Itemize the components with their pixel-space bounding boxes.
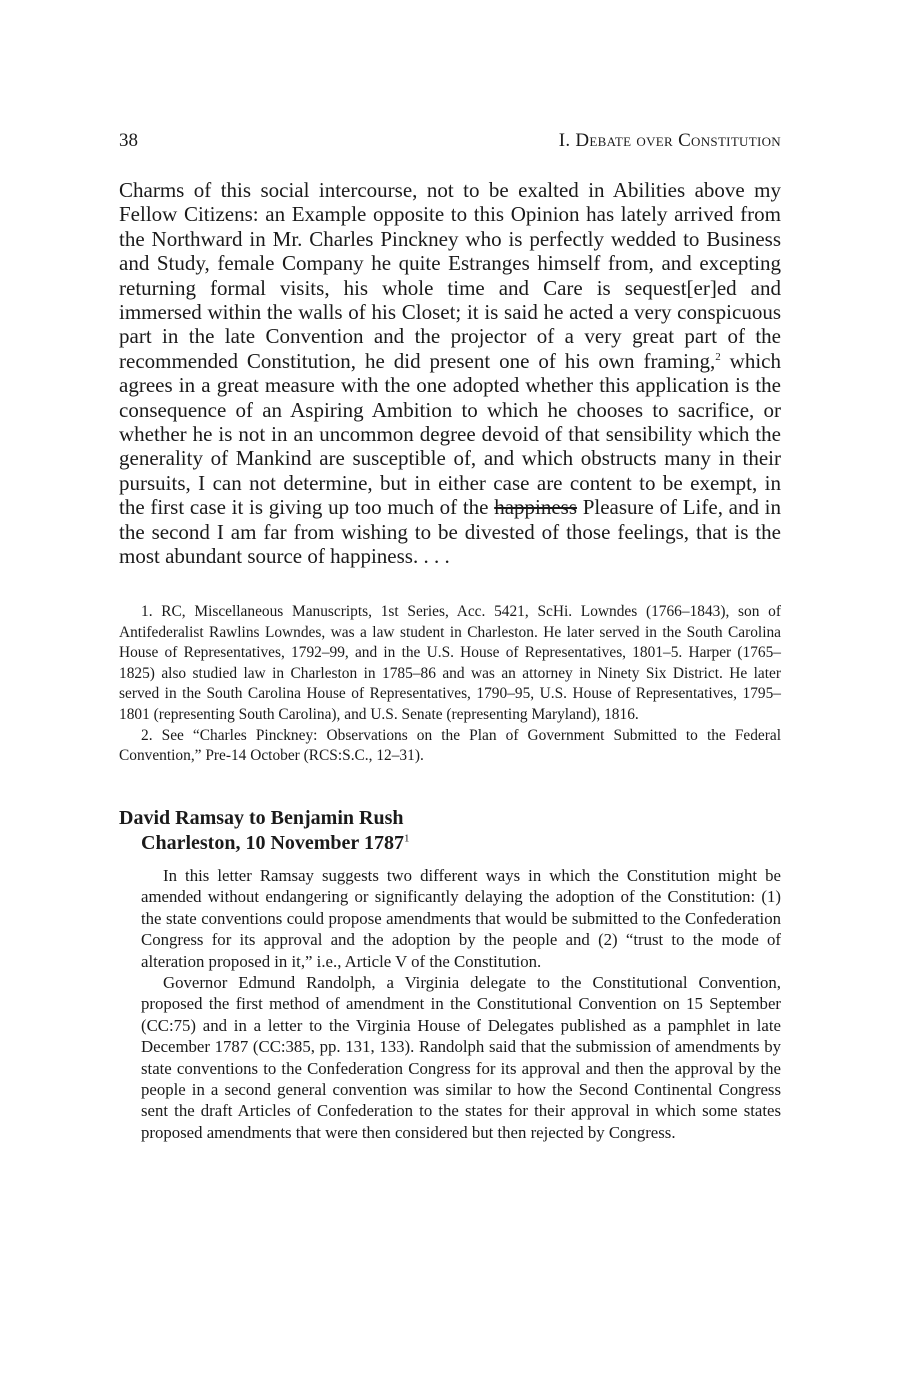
main-text (119, 178, 781, 569)
footnotes (119, 602, 781, 767)
heading-date-text: Charleston, 10 November 1787 (141, 832, 404, 854)
main-text-part-3: Pleasure of Life, and in the second I am far from wishing to be divested of those feelings, that is the most abundant source of happiness. . . . (119, 495, 781, 569)
running-title: I. Debate over Constitution (558, 130, 781, 151)
main-text-part-2: which agrees in a great measure with the one adopted whether this application is the consequence of an Aspiring Ambition to which he chooses to sacrifice, or whether he is not in an uncommon degree devoid of that sensibility which the generality of Mankind are susceptible of, and which obstructs many in their pursuits, I can not determine, but in either case are content to be exempt, in the first case it is giving up too much of the (119, 348, 782, 520)
running-head (119, 130, 781, 154)
document-heading (119, 806, 781, 856)
footnote-reference-2: 2 (715, 350, 721, 363)
headnote-paragraph: Governor Edmund Randolph, a Virginia delegate to the Constitutional Convention, proposed the first method of amendment in the Constitutional Convention on 15 September (CC:75) and in a letter to the Virginia House of Delegates published as a pamphlet in late December 1787 (CC:385, pp. 131, 133). Randolph said that the submission of amendments by state conventions to the Confederation Congress for its approval and then the approval by the people in a second general convention was similar to how the Second Continental Congress sent the draft Articles of Confederation to the states for their approval in which some states proposed amendments that were then considered but then rejected by Congress. (141, 973, 781, 1142)
main-text-part-1: Charms of this social intercourse, not to be exalted in Abilities above my Fellow Citizens: an Example opposite to this Opinion has lately arrived from the Northward in Mr. Charles Pinckney who is perfectly wedded to Business and Study, female Company he quite Estranges himself from, and excepting returning formal visits, his whole time and Care is sequest[er]ed and immersed within the walls of his Closet; it is said he acted a very conspicuous part in the late Convention and the projector of a very great part of the recommended Constitution, he did present one of his own framing, (119, 178, 781, 373)
footnote-2: 2. See “Charles Pinckney: Observations on the Plan of Government Submitted to the Federal Convention,” Pre-14 October (RCS:S.C., 12–31). (119, 726, 781, 765)
page-number: 38 (119, 130, 138, 151)
struck-word: happiness (494, 495, 578, 520)
headnote-paragraph: In this letter Ramsay suggests two different ways in which the Constitution might be amended without endangering or significantly delaying the adoption of the Constitution: (1) the state conventions could propose amendments that would be submitted to the Confederation Congress for its approval and the adoption by the people and (2) “trust to the mode of alteration proposed in it,” i.e., Article V of the Constitution. (141, 866, 781, 971)
heading-title: David Ramsay to Benjamin Rush (119, 807, 404, 829)
headnote (141, 865, 781, 1143)
heading-place-date (119, 831, 781, 856)
heading-footnote-reference: 1 (403, 832, 410, 845)
footnote-1: 1. RC, Miscellaneous Manuscripts, 1st Series, Acc. 5421, ScHi. Lowndes (1766–1843), son of Antifederalist Rawlins Lowndes, was a law student in Charleston. He later served in the South Carolina House of Representatives, 1792–99, and in the U.S. House of Representatives, 1801–5. Harper (1765–1825) also studied law in Charleston in 1785–86 and was an attorney in Ninety Six District. He later served in the South Carolina House of Representatives, 1790–95, U.S. House of Representatives, 1795–1801 (representing South Carolina), and U.S. Senate (representing Maryland), 1816. (119, 603, 781, 723)
